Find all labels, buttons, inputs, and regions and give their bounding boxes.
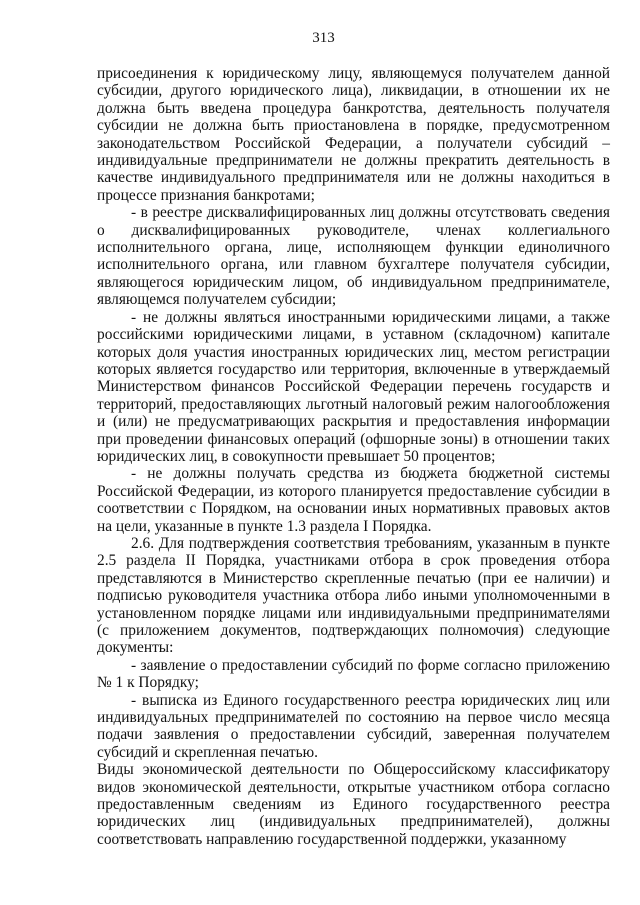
paragraph-extract: - выписка из Единого государственного реестра юридических лиц или индивидуальных предпринимателей по состоянию на первое число месяца подачи заявления о предоставлении субсидий, заверенная получателем субсидий и скрепленная печатью.: [97, 691, 610, 761]
paragraph-foreign-entities: - не должны являться иностранными юридическими лицами, а также российскими юридическими лицами, в уставном (складочном) капитале которых доля участия иностранных юридических лиц, местом регистрации которых является государство или территория, включенные в утверждаемый Министерством финансов Российской Федерации перечень государств и территорий, предоставляющих льготный налоговый режим налогообложения и (или) не предусматривающих раскрытия и предоставления информации при проведении финансовых операций (офшорные зоны) в отношении таких юридических лиц, в совокупности превышает 50 процентов;: [97, 308, 610, 465]
paragraph-continuation: присоединения к юридическому лицу, являющемуся получателем данной субсидии, другого юридического лица), ликвидации, в отношении их не должна быть введена процедура банкротства, деятельность получателя субсидии не должна быть приостановлена в порядке, предусмотренном законодательством Российской Федерации, а получатели субсидий – индивидуальные предприниматели не должны прекратить деятельность в качестве индивидуального предпринимателя или не должны находиться в процессе признания банкротами;: [97, 65, 610, 204]
paragraph-section-2-6: 2.6. Для подтверждения соответствия требованиям, указанным в пункте 2.5 раздела II Порядка, участниками отбора в срок проведения отбора представляются в Министерство скрепленные печатью (при ее наличии) и подписью руководителя участника отбора либо иными уполномоченными в установленном порядке лицами или индивидуальными предпринимателями (с приложением документов, подтверждающих полномочия) следующие документы:: [97, 534, 610, 657]
paragraph-budget-funds: - не должны получать средства из бюджета бюджетной системы Российской Федерации, из которого планируется предоставление субсидии в соответствии с Порядком, на основании иных нормативных правовых актов на цели, указанные в пункте 1.3 раздела I Порядка.: [97, 465, 610, 535]
paragraph-activity-types: Виды экономической деятельности по Общероссийскому классификатору видов экономической деятельности, открытые участником отбора согласно предоставленным сведениям из Единого государственного реестра юридических лиц (индивидуальных предпринимателей), должны соответствовать направлению государственной поддержки, указанному: [97, 761, 610, 848]
paragraph-application: - заявление о предоставлении субсидий по форме согласно приложению № 1 к Порядку;: [97, 656, 610, 692]
body-text: [97, 65, 610, 848]
paragraph-disqualified-registry: - в реестре дисквалифицированных лиц должны отсутствовать сведения о дисквалифицированных руководителе, членах коллегиального исполнительного органа, лице, исполняющем функции единоличного исполнительного органа, или главном бухгалтере получателя субсидии, являющегося юридическим лицом, об индивидуальном предпринимателе, являющемся получателем субсидии;: [97, 204, 610, 309]
page-number: 313: [312, 30, 335, 46]
